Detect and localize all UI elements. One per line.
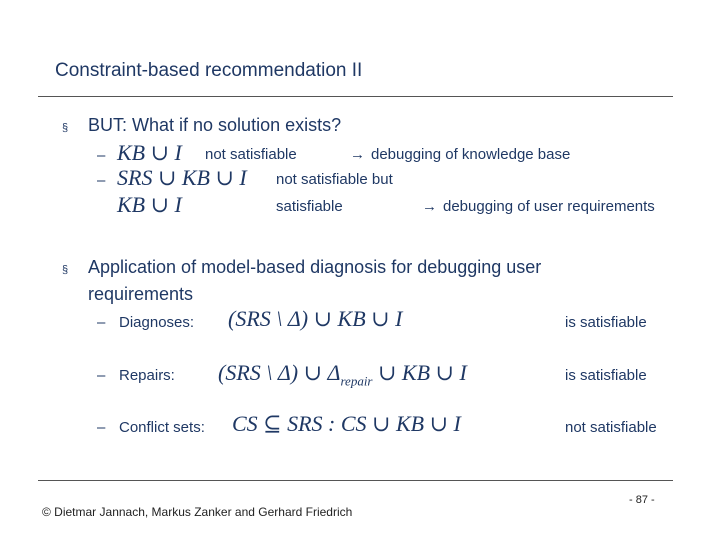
title-divider [38,96,673,97]
footer-copyright: © Dietmar Jannach, Markus Zanker and Gerhard Friedrich [42,505,353,519]
repairs-formula-a: (SRS \ Δ) ∪ Δ [218,360,341,385]
sub-2-dash: – [97,172,106,189]
repairs-formula [218,360,467,389]
sub-2-status-2: satisfiable [276,198,343,215]
sub-1-status: not satisfiable [205,146,297,163]
diagnoses-formula: (SRS \ Δ) ∪ KB ∪ I [228,306,403,331]
diagnoses-status: is satisfiable [565,314,647,331]
sub-2-formula: SRS ∪ KB ∪ I [117,165,247,190]
sub-2-status: not satisfiable but [276,171,393,188]
sub-2-consequence: debugging of user requirements [443,198,655,215]
slide-title: Constraint-based recommendation II [55,60,363,81]
conflict-sets-dash: – [97,419,106,436]
bullet-marker: § [62,122,69,134]
footer-divider [38,480,673,481]
sub-1-formula: KB ∪ I [117,140,182,165]
repairs-formula-b: ∪ KB ∪ I [378,360,467,385]
repairs-label: Repairs: [119,367,175,384]
bullet-2-line-1: Application of model-based diagnosis for debugging user [88,257,542,277]
conflict-sets-label: Conflict sets: [119,419,205,436]
sub-1-arrow: → [350,146,365,163]
conflict-sets-formula: CS ⊆ SRS : CS ∪ KB ∪ I [232,411,461,436]
bullet-2-line-2: requirements [88,284,194,304]
bullet-marker: § [62,264,69,276]
repairs-dash: – [97,367,106,384]
repairs-formula-sub: repair [340,373,373,389]
diagnoses-label: Diagnoses: [119,314,195,331]
sub-1-dash: – [97,147,106,164]
sub-1-consequence: debugging of knowledge base [371,146,571,163]
sub-2-arrow: → [422,198,437,215]
diagnoses-dash: – [97,314,106,331]
conflict-sets-status: not satisfiable [565,419,657,436]
sub-2-formula-2: KB ∪ I [117,192,182,217]
page-number: - 87 - [629,494,655,506]
repairs-status: is satisfiable [565,367,647,384]
bullet-1-text: BUT: What if no solution exists? [88,115,342,135]
